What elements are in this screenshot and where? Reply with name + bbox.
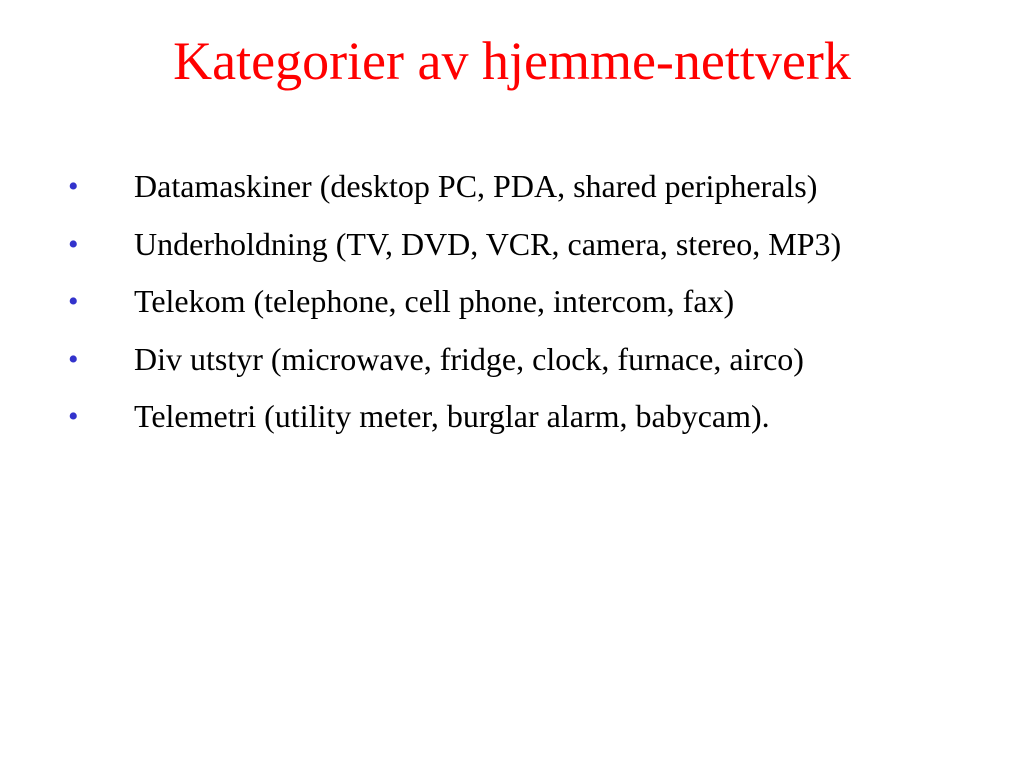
bullet-text: Telemetri (utility meter, burglar alarm, babycam). <box>134 398 770 434</box>
bullet-text: Div utstyr (microwave, fridge, clock, furnace, airco) <box>134 340 804 377</box>
list-item <box>0 400 1024 458</box>
bullet-text: Telekom (telephone, cell phone, intercom, fax) <box>134 283 735 319</box>
list-item <box>0 170 1024 228</box>
slide-title: Kategorier av hjemme-nettverk <box>173 31 851 91</box>
bullet-text: Datamaskiner (desktop PC, PDA, shared peripherals) <box>134 168 818 204</box>
bullet-text: Underholdning (TV, DVD, VCR, camera, stereo, MP3) <box>134 225 842 262</box>
bullet-icon: • <box>68 400 79 433</box>
list-item <box>0 285 1024 343</box>
bullet-icon: • <box>68 342 79 376</box>
list-item <box>0 225 1024 286</box>
bullet-icon: • <box>68 285 79 318</box>
bullet-icon: • <box>68 227 79 261</box>
bullet-list <box>0 170 1024 458</box>
bullet-icon: • <box>68 170 79 203</box>
list-item <box>0 340 1024 401</box>
